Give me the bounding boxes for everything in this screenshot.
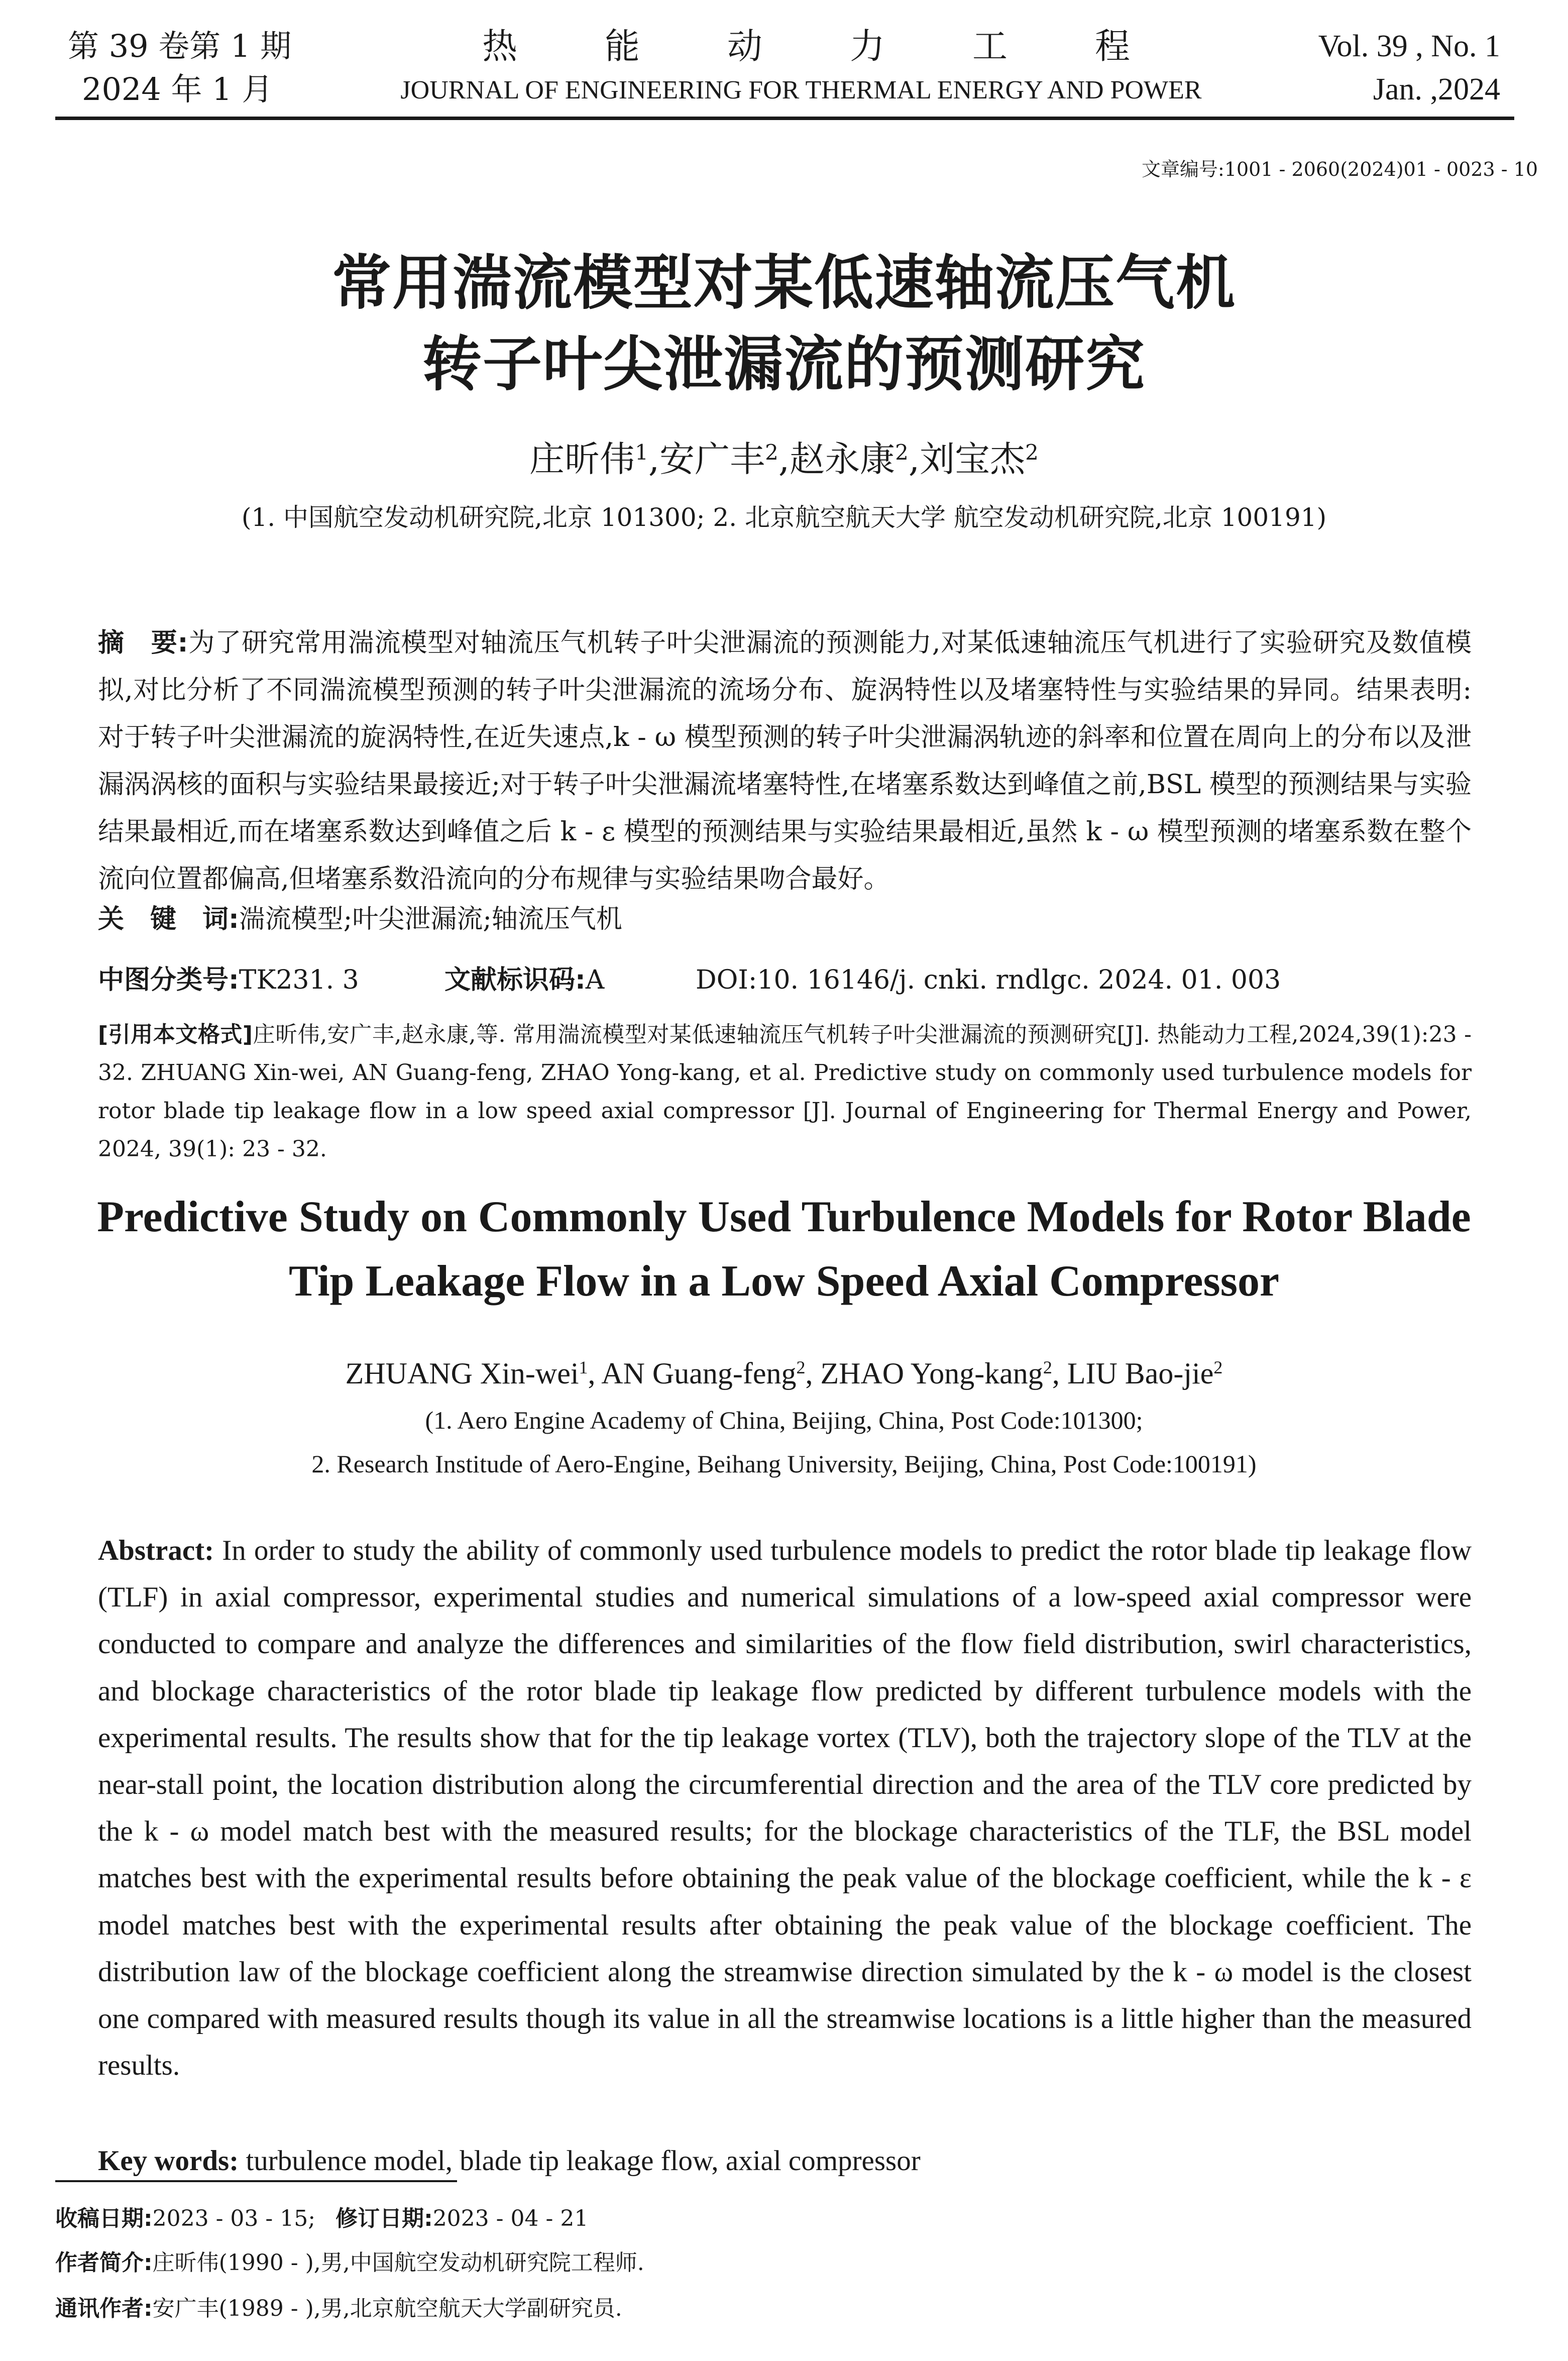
- journal-name-char: 程: [1095, 26, 1130, 67]
- cn-author: 安广丰$^2$: [659, 439, 778, 480]
- en-affiliation-line2: 2. Research Institude of Aero-Engine, Beihang University, Beijing, China, Post Code:100191): [311, 1450, 1257, 1478]
- journal-name-char: 工: [972, 26, 1007, 67]
- cn-classification: [98, 962, 1472, 998]
- en-keywords-label: Key words:: [98, 2145, 239, 2177]
- received-value: 2023 - 03 - 15;: [152, 2206, 316, 2231]
- revised-label: 修订日期:: [335, 2206, 433, 2231]
- cn-abstract-label: 摘 要:: [98, 628, 188, 658]
- clc-label: 中图分类号:: [98, 965, 239, 995]
- cn-author: 刘宝杰$^2$: [920, 439, 1039, 480]
- author-bio-label: 作者简介:: [55, 2250, 153, 2276]
- citation-text: 庄昕伟,安广丰,赵永康,等. 常用湍流模型对某低速轴流压气机转子叶尖泄漏流的预测研究[J]. 热能动力工程,2024,39(1):23 - 32. ZHUANG Xin-wei, AN Guang-feng, ZHAO Yong-kang, et al. Predictive study on commonly used turbulence models for rotor blade tip leakage flow in a low speed axial compressor [J]. Journal of Engineering for Thermal Energy and Power, 2024, 39(1): 23 - 32.: [98, 1022, 1472, 1162]
- cn-title-line2: 转子叶尖泄漏流的预测研究: [422, 330, 1146, 399]
- cn-abstract-text: 为了研究常用湍流模型对轴流压气机转子叶尖泄漏流的预测能力,对某低速轴流压气机进行了实验研究及数值模拟,对比分析了不同湍流模型预测的转子叶尖泄漏流的流场分布、旋涡特性以及堵塞特性与实验结果的异同。结果表明:对于转子叶尖泄漏流的旋涡特性,在近失速点,k - ω 模型预测的转子叶尖泄漏涡轨迹的斜率和位置在周向上的分布以及泄漏涡涡核的面积与实验结果最接近;对于转子叶尖泄漏流堵塞特性,在堵塞系数达到峰值之前,BSL 模型的预测结果与实验结果最相近,而在堵塞系数达到峰值之后 k - ε 模型的预测结果与实验结果最相近,虽然 k - ω 模型预测的堵塞系数在整个流向位置都偏高,但堵塞系数沿流向的分布规律与实验结果吻合最好。: [98, 628, 1472, 894]
- citation-label: [引用本文格式]: [98, 1022, 253, 1047]
- en-abstract-text: In order to study the ability of commonly used turbulence models to predict the rotor blade tip leakage flow (TLF) in axial compressor, experimental studies and numerical simulations of a low-speed axial compressor were conducted to compare and analyze the differences and similarities of the flow field distribution, swirl characteristics, and blockage characteristics of the rotor blade tip leakage flow predicted by different turbulence models with the experimental results. The results show that for the tip leakage vortex (TLV), both the trajectory slope of the TLV at the near-stall point, the location distribution along the circumferential direction and the area of the TLV core predicted by the k - ω model match best with the measured results; for the blockage characteristics of the TLF, the BSL model matches best with the experimental results before obtaining the peak value of the blockage coefficient, while the k - ε model matches best with the experimental results after obtaining the peak value of the blockage coefficient. The distribution law of the blockage coefficient along the streamwise direction simulated by the k - ω model is the closest one compared with measured results though its value in all the streamwise locations is a little higher than the measured results.: [98, 1535, 1472, 2082]
- en-abstract: [98, 1527, 1472, 2089]
- cn-author-list: 庄昕伟$^1$,安广丰$^2$,赵永康$^2$,刘宝杰$^2$: [529, 439, 1039, 480]
- en-author: ZHUANG Xin-wei$^1$: [345, 1357, 588, 1390]
- en-affiliation-line1: (1. Aero Engine Academy of China, Beijing, China, Post Code:101300;: [425, 1406, 1143, 1434]
- footnote-dates: [55, 2204, 588, 2234]
- citation-format: [98, 1016, 1472, 1168]
- doc-code-value: A: [585, 965, 605, 995]
- author-bio-value: 庄昕伟(1990 - ),男,中国航空发动机研究院工程师.: [152, 2250, 644, 2276]
- article-number: 文章编号:1001 - 2060(2024)01 - 0023 - 10: [1142, 158, 1538, 180]
- revised-value: 2023 - 04 - 21: [432, 2206, 589, 2231]
- doi: DOI:10. 16146/j. cnki. rndlgc. 2024. 01. 003: [696, 965, 1281, 995]
- journal-name-char: 能: [605, 26, 640, 67]
- journal-name-en: JOURNAL OF ENGINEERING FOR THERMAL ENERGY AND POWER: [400, 76, 1202, 104]
- cn-author: 庄昕伟$^1$: [529, 439, 648, 480]
- en-author: ZHAO Yong-kang$^2$: [820, 1357, 1052, 1390]
- journal-name-cn: [482, 26, 1130, 66]
- cn-keywords: [98, 902, 1472, 937]
- cn-keywords-label: 关 键 词:: [98, 904, 239, 934]
- corresponding-label: 通讯作者:: [55, 2296, 153, 2321]
- en-abstract-label: Abstract:: [98, 1535, 214, 1566]
- en-keywords-text: turbulence model, blade tip leakage flow, axial compressor: [246, 2145, 921, 2177]
- en-title-line2: Tip Leakage Flow in a Low Speed Axial Compressor: [288, 1257, 1280, 1306]
- header-rule: [55, 117, 1514, 120]
- footnote-author-bio: [55, 2248, 644, 2278]
- received-label: 收稿日期:: [55, 2206, 153, 2231]
- volume-issue-cn: 第 39 卷第 1 期: [68, 28, 292, 64]
- journal-header: [0, 0, 1568, 121]
- volume-issue-en: Vol. 39 , No. 1: [1318, 29, 1500, 63]
- cn-title-line1: 常用湍流模型对某低速轴流压气机: [331, 248, 1236, 317]
- journal-name-char: 动: [727, 26, 762, 67]
- journal-name-char: 力: [850, 26, 885, 67]
- clc-value: TK231. 3: [239, 965, 359, 995]
- cn-affiliation: (1. 中国航空发动机研究院,北京 101300; 2. 北京航空航天大学 航空发动机研究院,北京 100191): [241, 503, 1327, 532]
- doc-code-label: 文献标识码:: [444, 965, 586, 995]
- date-en: Jan. ,2024: [1373, 72, 1500, 106]
- date-cn: 2024 年 1 月: [82, 71, 273, 108]
- cn-abstract: [98, 619, 1472, 903]
- en-author: AN Guang-feng$^2$: [601, 1357, 806, 1390]
- cn-keywords-text: 湍流模型;叶尖泄漏流;轴流压气机: [239, 904, 622, 934]
- footnote-rule: [55, 2180, 457, 2182]
- en-title-line1: Predictive Study on Commonly Used Turbulence Models for Rotor Blade: [97, 1193, 1471, 1241]
- en-author-list: ZHUANG Xin-wei$^1$, AN Guang-feng$^2$, ZHAO Yong-kang$^2$, LIU Bao-jie$^2$: [345, 1357, 1223, 1390]
- journal-name-char: 热: [482, 26, 517, 67]
- corresponding-value: 安广丰(1989 - ),男,北京航空航天大学副研究员.: [152, 2296, 622, 2321]
- footnote-corresponding: [55, 2294, 622, 2324]
- en-keywords: [98, 2141, 1472, 2181]
- cn-author: 赵永康$^2$: [790, 439, 909, 480]
- en-author: LIU Bao-jie$^2$: [1067, 1357, 1223, 1390]
